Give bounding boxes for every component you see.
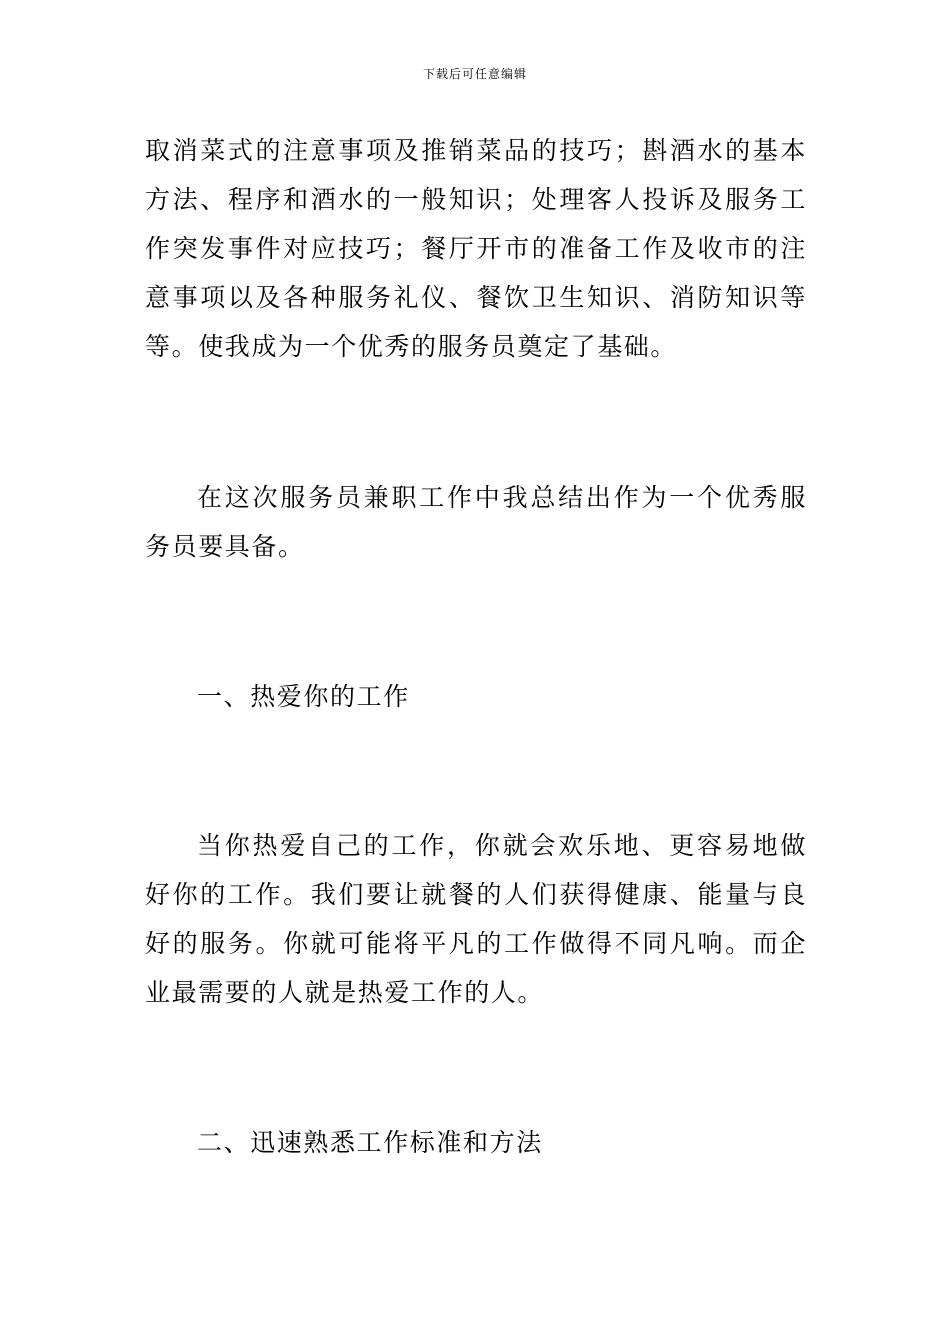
section-heading: 二、迅速熟悉工作标准和方法 [197,1128,543,1157]
body-paragraph: 当你热爱自己的工作，你就会欢乐地、更容易地做好你的工作。我们要让就餐的人们获得健康、能量与良好的服务。你就可能将平凡的工作做得不同凡响。而企业最需要的人就是热爱工作的人。 [145,831,807,1007]
header-note: 下载后可任意编辑 [422,67,527,81]
body-paragraph: 在这次服务员兼职工作中我总结出作为一个优秀服务员要具备。 [145,483,807,561]
section-heading: 一、热爱你的工作 [197,682,410,711]
body-paragraph: 取消菜式的注意事项及推销菜品的技巧；斟酒水的基本方法、程序和酒水的一般知识；处理客人投诉及服务工作突发事件对应技巧；餐厅开市的准备工作及收市的注意事项以及各种服务礼仪、餐饮卫生知识、消防知识等等。使我成为一个优秀的服务员奠定了基础。 [145,136,807,361]
